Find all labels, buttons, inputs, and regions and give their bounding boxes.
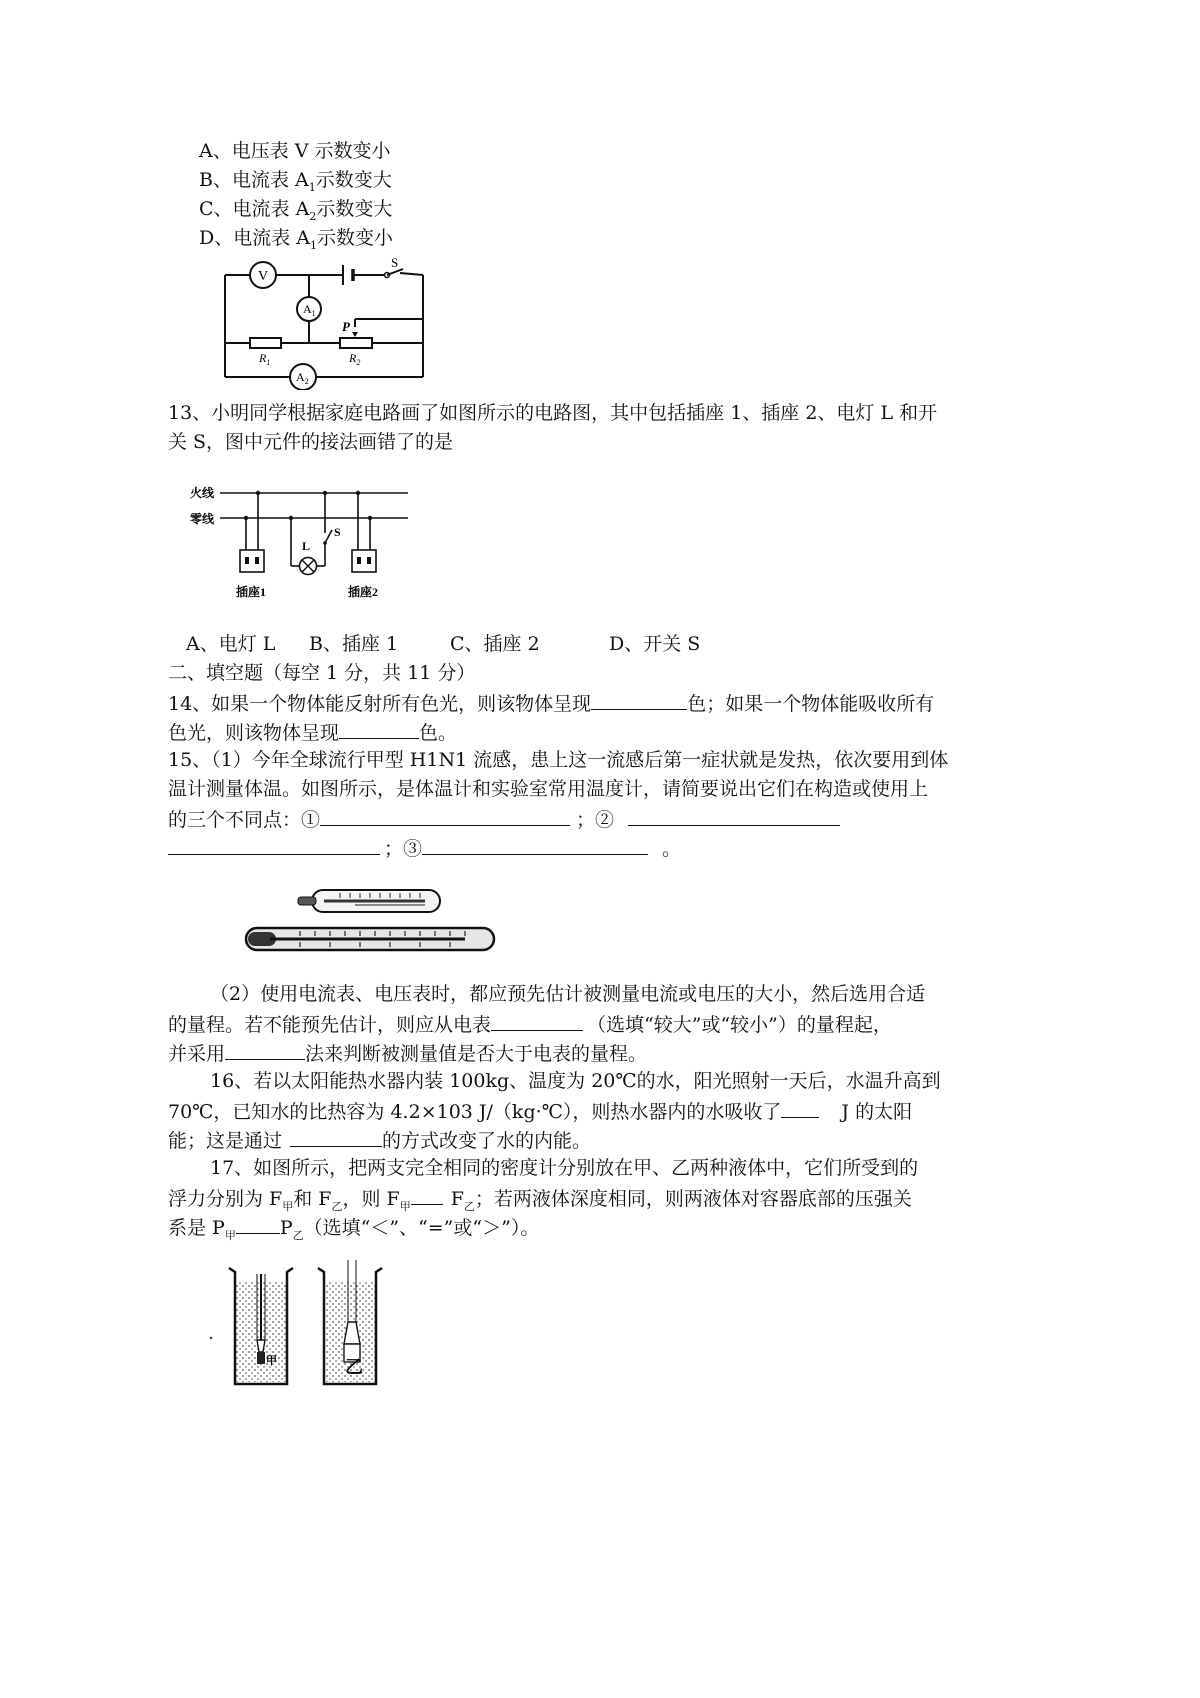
q16-blank-1[interactable] [781, 1097, 819, 1118]
socket-hole [367, 557, 371, 564]
socket1-label: 插座1 [236, 585, 267, 599]
beaker-jia [229, 1268, 293, 1384]
q14-blank-2[interactable] [339, 718, 419, 739]
ammeter-a2-label: A [296, 370, 305, 384]
q15-blank-3[interactable] [422, 834, 648, 855]
junction-dot [256, 491, 260, 495]
q13-household-circuit [190, 478, 450, 606]
junction-dot [356, 491, 360, 495]
beaker-right-label: 乙 [345, 1357, 363, 1377]
q14-line2: 色光，则该物体呈现 色。 [168, 718, 457, 746]
q15-part2-blank-2[interactable] [225, 1039, 305, 1060]
neutral-wire-label: 零线 [190, 512, 215, 526]
slider-arrow-icon [352, 332, 358, 337]
junction-dot [244, 516, 248, 520]
q15-line2: 温计测量体温。如图所示，是体温计和实验室常用温度计，请简要说出它们在构造或使用上 [168, 778, 929, 800]
q13-switch-pivot [323, 541, 327, 545]
q13-option-c: C、插座 2 [450, 633, 540, 655]
socket2-box [352, 550, 376, 572]
live-wire-label: 火线 [190, 486, 215, 500]
q12-option-d: D、电流表 $A_1$示数变小 [199, 227, 394, 252]
svg-text:R1 [258, 351, 270, 367]
q15-part2-blank-1[interactable] [491, 1010, 583, 1031]
q16-line1: 16、若以太阳能热水器内装 100kg、温度为 20℃的水，阳光照射一天后，水温升高到 [210, 1070, 941, 1092]
q13-option-a: A、电灯 L [186, 633, 276, 655]
q12-option-c: C、电流表 $A_2$示数变大 [199, 198, 393, 223]
q16-blank-2[interactable] [290, 1126, 382, 1147]
q14-blank-1[interactable] [591, 689, 687, 710]
switch-label: S [391, 255, 399, 270]
section-2-heading: 二、填空题（每空 1 分，共 11 分） [168, 662, 476, 684]
q15-blank-2-cont[interactable] [168, 834, 380, 855]
q15-blank-1[interactable] [320, 805, 570, 826]
q16-line3: 能；这是通过 的方式改变了水的内能。 [168, 1126, 591, 1154]
q12-circuit-diagram [215, 255, 440, 390]
lamp-label: L [302, 539, 311, 553]
q15-line1: 15、（1）今年全球流行甲型 H1N1 流感，患上这一流感后第一症状就是发热，依次要用到体 [168, 749, 949, 771]
r1-label: R [259, 351, 267, 365]
q14-line1: 14、如果一个物体能反射所有色光，则该物体呈现 色；如果一个物体能吸收所有 [168, 689, 934, 717]
q16-line2: 70℃，已知水的比热容为 4.2×103 J/（kg·℃），则热水器内的水吸收了 J 的太阳 [168, 1097, 912, 1125]
q15-line4: ；③ 。 [168, 834, 681, 862]
q15-part2-line2: 的量程。若不能预先估计，则应从电表 （选填“较大”或“较小”）的量程起， [168, 1010, 892, 1038]
clinical-thermometer [298, 890, 440, 912]
q17-blank-2[interactable] [236, 1213, 280, 1234]
q12-option-b: B、电流表 $A_1$示数变大 [199, 169, 392, 194]
hydrometer-beakers-figure [205, 1260, 390, 1395]
svg-text:R2 [348, 351, 360, 367]
q17-line2: 浮力分别为 $F_甲$和 $F_乙$，则 $F_甲$ $F_乙$；若两液体深度相同，则两液体对容器底部的压强关 [168, 1184, 912, 1220]
q12-option-a: A、电压表 V 示数变小 [199, 140, 391, 162]
q13-switch-label: S [334, 525, 341, 539]
q17-line3: 系是 $P_甲$ $P_乙$（选填“＜”、“=”或“＞”）。 [168, 1213, 539, 1249]
socket-hole [357, 557, 361, 564]
junction-dot [368, 516, 372, 520]
q13-option-d: D、开关 S [609, 633, 701, 655]
q15-line3: 的三个不同点：① ；② [168, 805, 840, 833]
beaker-left-label: 甲 [266, 1355, 277, 1367]
stray-dot [210, 1337, 212, 1339]
q13-switch-blade [325, 530, 332, 543]
q17-line1: 17、如图所示，把两支完全相同的密度计分别放在甲、乙两种液体中，它们所受到的 [210, 1157, 919, 1179]
q13-options [186, 631, 700, 657]
resistor-r2 [340, 338, 372, 348]
ammeter-a1-label: A [303, 302, 312, 316]
junction-dot [289, 516, 293, 520]
junction-dot [323, 491, 327, 495]
q15-part2-line1: （2）使用电流表、电压表时，都应预先估计被测量电流或电压的大小，然后选用合适 [210, 983, 926, 1005]
voltmeter-label: V [258, 269, 269, 284]
r2-label: R [349, 351, 357, 365]
q17-blank-1[interactable] [411, 1184, 443, 1205]
socket-hole [255, 557, 259, 564]
resistor-r1 [250, 338, 281, 348]
r1-sub: 1 [266, 358, 271, 367]
slider-p-label: P [342, 319, 350, 334]
thermometers-figure [240, 880, 502, 960]
q15-part2-line3: 并采用 法来判断被测量值是否大于电表的量程。 [168, 1039, 647, 1067]
socket1-box [240, 550, 264, 572]
lab-thermometer [246, 928, 494, 950]
q15-blank-2[interactable] [628, 805, 840, 826]
beaker-yi [318, 1260, 382, 1384]
ammeter-a1-sub: 1 [311, 309, 316, 318]
q13-stem-line1: 13、小明同学根据家庭电路画了如图所示的电路图，其中包括插座 1、插座 2、电灯 L 和开 [168, 402, 938, 424]
q13-option-b: B、插座 1 [309, 633, 399, 655]
q13-stem-line2: 关 S，图中元件的接法画错了的是 [168, 431, 454, 453]
socket-hole [245, 557, 249, 564]
r2-sub: 2 [356, 358, 361, 367]
ammeter-a2-sub: 2 [304, 377, 309, 386]
socket2-label: 插座2 [348, 585, 379, 599]
